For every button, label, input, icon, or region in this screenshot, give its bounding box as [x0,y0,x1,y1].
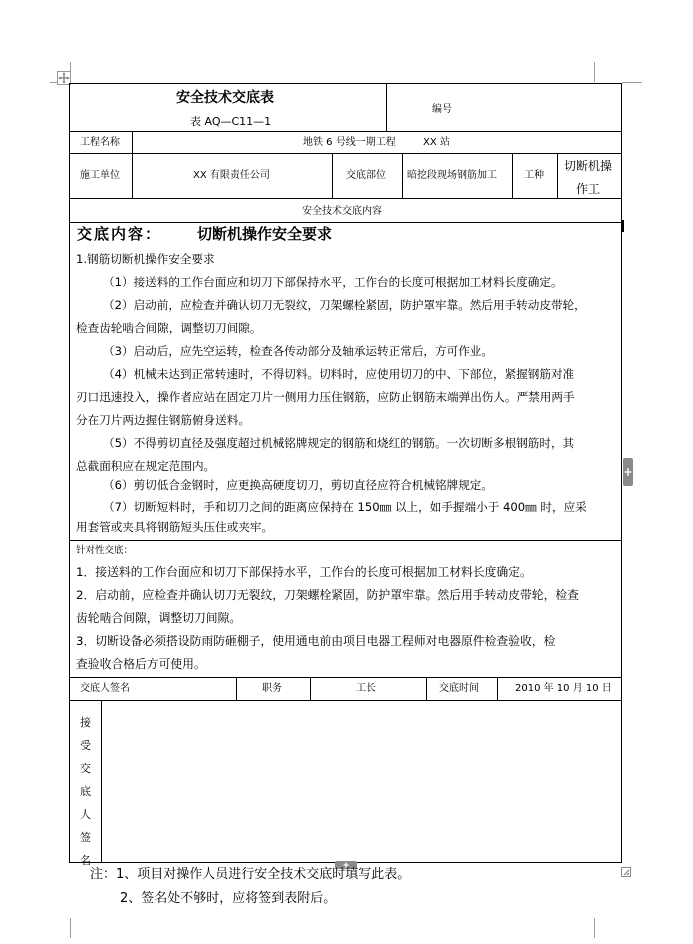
col-divider [236,677,237,700]
content-line: （4）机械未达到正常转速时，不得切料。切料时，应使用切刀的中、下部位，紧握钢筋对准 [103,367,575,381]
project-station[interactable]: XX 站 [423,137,450,148]
form-title: 安全技术交底表 [176,90,274,106]
row-divider [69,677,622,678]
col-divider [332,153,333,198]
receiver-label-char: 接 [80,716,91,729]
table-resize-icon[interactable] [621,862,631,872]
section-title: 1.钢筋切断机操作安全要求 [76,252,215,266]
project-name-value[interactable]: 地铁 6 号线一期工程 [303,137,396,148]
content-line: （2）启动前，应检查并确认切刀无裂纹，刀架螺栓紧固，防护罩牢靠。然后用手转动皮带轮， [103,298,586,312]
number-value[interactable] [470,105,610,119]
col-divider [497,677,498,700]
content-line: 用套管或夹具将钢筋短头压住或夹牢。 [76,520,274,534]
content-line: （3）启动后，应先空运转，检查各传动部分及轴承运转正常后，方可作业。 [103,344,493,358]
receiver-label-char: 人 [80,808,91,821]
content-line: 检查齿轮啮合间隙，调整切刀间隙。 [76,321,262,335]
content-line: 总截面积应在规定范围内。 [76,459,216,473]
content-heading-label: 交底内容： [77,225,163,243]
crop-mark [594,918,595,938]
targeted-line: 3．切断设备必须搭设防雨防砸棚子，使用通电前由项目电器工程师对电器原件检查验收，检 [76,634,556,648]
part-value[interactable]: 暗挖段现场钢筋加工 [407,170,497,181]
trade-value-line2[interactable]: 作工 [576,182,601,196]
duty-value[interactable]: 工长 [356,683,376,694]
signer-label: 交底人签名 [80,683,130,694]
row-divider [69,131,622,132]
note-line-2: 2、签名处不够时，应将签到表附后。 [120,891,337,906]
receiver-label-char: 名 [80,854,91,867]
column-insert-icon[interactable] [622,458,634,486]
duty-label: 职务 [262,683,282,694]
targeted-line: 齿轮啮合间隙，调整切刀间隙。 [76,611,242,625]
trade-label: 工种 [524,170,544,181]
targeted-line: 1．接送料的工作台面应和切刀下部保持水平，工作台的长度可根据加工材料长度确定。 [76,565,532,579]
form-number: 表 AQ—C11—1 [190,115,272,128]
targeted-title: 针对性交底： [76,545,134,556]
unit-label: 施工单位 [80,170,120,181]
row-divider [69,540,622,541]
table-move-icon[interactable] [57,70,71,84]
col-divider [386,83,387,131]
number-label: 编号 [432,104,452,115]
time-value[interactable]: 2010 年 10 月 10 日 [515,683,612,694]
trade-value-line1[interactable]: 切断机操 [564,159,613,173]
row-divider [69,222,622,223]
unit-value[interactable]: XX 有限责任公司 [193,170,270,181]
crop-mark [622,82,642,83]
cursor-marker [621,220,624,232]
signer-value[interactable] [150,684,230,696]
col-divider [402,153,403,198]
receiver-label-char: 交 [80,762,91,775]
targeted-line: 2．启动前，应检查并确认切刀无裂纹，刀架螺栓紧固，防护罩牢靠。然后用手转动皮带轮，检查 [76,588,579,602]
part-label: 交底部位 [346,170,386,181]
row-divider [69,153,622,154]
col-divider [557,153,558,198]
receiver-label-char: 受 [80,739,91,752]
crop-mark [594,62,595,82]
receiver-label-char: 底 [80,785,91,798]
content-heading-title: 切断机操作安全要求 [197,225,333,243]
receiver-label-char: 签 [80,831,91,844]
content-line: （1）接送料的工作台面应和切刀下部保持水平，工作台的长度可根据加工材料长度确定。 [103,275,563,289]
targeted-line: 查验收合格后方可使用。 [76,657,206,671]
content-line: 刃口迅速投入，操作者应站在固定刀片一侧用力压住钢筋，应防止钢筋末端弹出伤人。严禁用两手 [76,390,575,404]
content-line: 分在刀片两边握住钢筋俯身送料。 [76,413,250,427]
col-divider [512,153,513,198]
col-divider [310,677,311,700]
col-divider [132,131,133,198]
content-line: （7）切断短料时，手和切刀之间的距离应保持在 150㎜ 以上，如手握端小于 400㎜ 时，应采 [103,500,587,514]
content-line: （6）剪切低合金钢时，应更换高硬度切刀，剪切直径应符合机械铭牌规定。 [103,478,493,492]
note-line-1: 注：1、项目对操作人员进行安全技术交底时填写此表。 [90,867,411,882]
project-name-label: 工程名称 [80,137,120,148]
content-line: （5）不得剪切直径及强度超过机械铭牌规定的钢筋和烧红的钢筋。一次切断多根钢筋时，其 [103,436,575,450]
content-section-header: 安全技术交底内容 [302,206,382,217]
receiver-signature-area[interactable] [102,701,621,862]
crop-mark [70,918,71,938]
col-divider [426,677,427,700]
time-label: 交底时间 [439,683,479,694]
row-divider [69,198,622,199]
